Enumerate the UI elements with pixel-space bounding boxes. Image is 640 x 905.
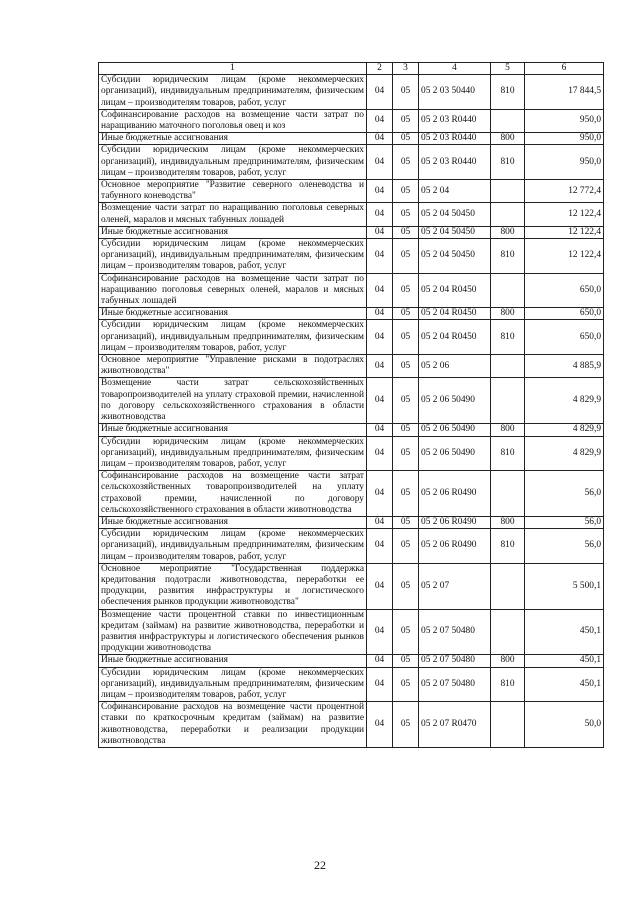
- row-expense-type: 810: [491, 145, 525, 180]
- row-description: Субсидии юридическим лицам (кроме некоммерческих организаций), индивидуальным предпринимателям, физическим лицам – производителям товаров, работ, услуг: [99, 145, 367, 180]
- row-subsection: 05: [393, 239, 419, 274]
- row-description: Софинансирование расходов на возмещение части затрат по наращиванию маточного поголовья овец и коз: [99, 109, 367, 132]
- row-description: Иные бюджетные ассигнования: [99, 226, 367, 238]
- table-row: [99, 133, 604, 145]
- row-expense-type: 800: [491, 133, 525, 145]
- row-description: Возмещение части процентной ставки по инвестиционным кредитам (займам) на развитие животноводства, переработки и развития инфраструктуры и логистического обеспечения рынков продукции животноводства: [99, 609, 367, 655]
- row-expense-type: 800: [491, 655, 525, 667]
- row-subsection: 05: [393, 655, 419, 667]
- row-expense-type: 810: [491, 529, 525, 564]
- row-description: Иные бюджетные ассигнования: [99, 424, 367, 436]
- table-row: [99, 145, 604, 180]
- row-amount: 56,0: [525, 529, 604, 564]
- row-description: Иные бюджетные ассигнования: [99, 655, 367, 667]
- row-expense-type: [491, 203, 525, 226]
- row-section: 04: [367, 273, 393, 308]
- table-row: [99, 75, 604, 110]
- row-description: Субсидии юридическим лицам (кроме некоммерческих организаций), индивидуальным предпринимателям, физическим лицам – производителям товаров, работ, услуг: [99, 239, 367, 274]
- page-number: 22: [314, 858, 326, 872]
- row-section: 04: [367, 424, 393, 436]
- row-amount: 4 829,9: [525, 378, 604, 424]
- row-target-article: 05 2 03 R0440: [419, 109, 491, 132]
- row-amount: 12 122,4: [525, 226, 604, 238]
- row-section: 04: [367, 320, 393, 355]
- row-expense-type: 800: [491, 226, 525, 238]
- row-amount: 56,0: [525, 516, 604, 528]
- table-row: [99, 609, 604, 655]
- header-col-6: 6: [525, 63, 604, 75]
- row-subsection: 05: [393, 133, 419, 145]
- row-target-article: 05 2 06 50490: [419, 378, 491, 424]
- row-subsection: 05: [393, 355, 419, 378]
- header-col-3: 3: [393, 63, 419, 75]
- row-target-article: 05 2 07 R0470: [419, 702, 491, 748]
- row-description: Софинансирование расходов на возмещение части затрат сельскохозяйственных товаропроизводителей на уплату страховой премии, начисленной по договору сельскохозяйственного страхования в области животноводства: [99, 471, 367, 517]
- row-description: Возмещение части затрат по наращиванию поголовья северных оленей, маралов и мясных табунных лошадей: [99, 203, 367, 226]
- table-row: [99, 436, 604, 471]
- row-target-article: 05 2 04 R0450: [419, 308, 491, 320]
- budget-table: [98, 62, 604, 748]
- row-subsection: 05: [393, 320, 419, 355]
- row-expense-type: 800: [491, 308, 525, 320]
- row-description: Основное мероприятие "Государственная поддержка кредитования подотрасли животноводства, переработки ее продукции, развития инфраструктуры и логистического обеспечения рынков продукции животноводства": [99, 563, 367, 609]
- row-description: Основное мероприятие "Развитие северного оленеводства и табунного коневодства": [99, 180, 367, 203]
- row-expense-type: [491, 378, 525, 424]
- row-subsection: 05: [393, 516, 419, 528]
- row-subsection: 05: [393, 424, 419, 436]
- row-target-article: 05 2 04 R0450: [419, 273, 491, 308]
- row-description: Субсидии юридическим лицам (кроме некоммерческих организаций), индивидуальным предпринимателям, физическим лицам – производителям товаров, работ, услуг: [99, 667, 367, 702]
- row-section: 04: [367, 516, 393, 528]
- row-target-article: 05 2 06 R0490: [419, 471, 491, 517]
- table-row: [99, 655, 604, 667]
- row-description: Иные бюджетные ассигнования: [99, 516, 367, 528]
- row-amount: 450,1: [525, 609, 604, 655]
- table-body: [99, 75, 604, 748]
- row-section: 04: [367, 529, 393, 564]
- row-expense-type: [491, 609, 525, 655]
- table-row: [99, 109, 604, 132]
- row-target-article: 05 2 06 R0490: [419, 529, 491, 564]
- row-section: 04: [367, 109, 393, 132]
- row-section: 04: [367, 667, 393, 702]
- row-target-article: 05 2 06 50490: [419, 424, 491, 436]
- table-row: [99, 320, 604, 355]
- row-target-article: 05 2 04 50450: [419, 203, 491, 226]
- table-row: [99, 702, 604, 748]
- row-amount: 4 885,9: [525, 355, 604, 378]
- row-subsection: 05: [393, 203, 419, 226]
- row-subsection: 05: [393, 273, 419, 308]
- row-expense-type: [491, 563, 525, 609]
- header-col-5: 5: [491, 63, 525, 75]
- row-expense-type: [491, 273, 525, 308]
- row-section: 04: [367, 355, 393, 378]
- row-description: Субсидии юридическим лицам (кроме некоммерческих организаций), индивидуальным предпринимателям, физическим лицам – производителям товаров, работ, услуг: [99, 320, 367, 355]
- row-expense-type: 810: [491, 75, 525, 110]
- row-description: Основное мероприятие "Управление рисками в подотраслях животноводства": [99, 355, 367, 378]
- row-amount: 12 772,4: [525, 180, 604, 203]
- table-row: [99, 471, 604, 517]
- row-target-article: 05 2 03 50440: [419, 75, 491, 110]
- row-subsection: 05: [393, 471, 419, 517]
- row-amount: 4 829,9: [525, 424, 604, 436]
- row-target-article: 05 2 06 R0490: [419, 516, 491, 528]
- row-subsection: 05: [393, 145, 419, 180]
- row-description: Иные бюджетные ассигнования: [99, 133, 367, 145]
- row-section: 04: [367, 471, 393, 517]
- row-amount: 650,0: [525, 308, 604, 320]
- row-expense-type: [491, 355, 525, 378]
- row-section: 04: [367, 655, 393, 667]
- row-section: 04: [367, 702, 393, 748]
- row-section: 04: [367, 609, 393, 655]
- row-target-article: 05 2 07: [419, 563, 491, 609]
- row-target-article: 05 2 04 50450: [419, 226, 491, 238]
- row-amount: 650,0: [525, 320, 604, 355]
- table-row: [99, 226, 604, 238]
- table-row: [99, 355, 604, 378]
- row-subsection: 05: [393, 308, 419, 320]
- row-subsection: 05: [393, 75, 419, 110]
- row-target-article: 05 2 07 50480: [419, 667, 491, 702]
- row-section: 04: [367, 133, 393, 145]
- row-expense-type: 810: [491, 320, 525, 355]
- row-description: Возмещение части затрат сельскохозяйственных товаропроизводителей на уплату страховой премии, начисленной по договору сельскохозяйственного страхования в области животноводства: [99, 378, 367, 424]
- table-row: [99, 424, 604, 436]
- row-expense-type: [491, 109, 525, 132]
- table-row: [99, 308, 604, 320]
- row-section: 04: [367, 378, 393, 424]
- row-section: 04: [367, 308, 393, 320]
- row-amount: 450,1: [525, 667, 604, 702]
- row-section: 04: [367, 203, 393, 226]
- row-description: Иные бюджетные ассигнования: [99, 308, 367, 320]
- row-amount: 12 122,4: [525, 203, 604, 226]
- row-description: Софинансирование расходов на возмещение части затрат по наращиванию поголовья северных оленей, маралов и мясных табунных лошадей: [99, 273, 367, 308]
- row-target-article: 05 2 03 R0440: [419, 145, 491, 180]
- row-target-article: 05 2 04 R0450: [419, 320, 491, 355]
- row-description: Субсидии юридическим лицам (кроме некоммерческих организаций), индивидуальным предпринимателям, физическим лицам – производителям товаров, работ, услуг: [99, 75, 367, 110]
- table-row: [99, 273, 604, 308]
- row-target-article: 05 2 06 50490: [419, 436, 491, 471]
- row-subsection: 05: [393, 609, 419, 655]
- row-subsection: 05: [393, 180, 419, 203]
- row-description: Софинансирование расходов на возмещение части процентной ставки по краткосрочным кредитам (займам) на развитие животноводства, переработки и реализации продукции животноводства: [99, 702, 367, 748]
- row-expense-type: 810: [491, 667, 525, 702]
- table-row: [99, 563, 604, 609]
- row-section: 04: [367, 239, 393, 274]
- table-row: [99, 667, 604, 702]
- row-section: 04: [367, 180, 393, 203]
- row-section: 04: [367, 75, 393, 110]
- row-target-article: 05 2 06: [419, 355, 491, 378]
- row-target-article: 05 2 04: [419, 180, 491, 203]
- row-amount: 450,1: [525, 655, 604, 667]
- row-subsection: 05: [393, 563, 419, 609]
- row-subsection: 05: [393, 226, 419, 238]
- row-target-article: 05 2 07 50480: [419, 655, 491, 667]
- row-amount: 650,0: [525, 273, 604, 308]
- table-row: [99, 516, 604, 528]
- table-row: [99, 180, 604, 203]
- table-row: [99, 239, 604, 274]
- row-target-article: 05 2 07 50480: [419, 609, 491, 655]
- row-amount: 950,0: [525, 145, 604, 180]
- row-expense-type: 800: [491, 424, 525, 436]
- row-amount: 4 829,9: [525, 436, 604, 471]
- table-row: [99, 203, 604, 226]
- row-expense-type: 810: [491, 239, 525, 274]
- header-col-2: 2: [367, 63, 393, 75]
- row-subsection: 05: [393, 109, 419, 132]
- row-subsection: 05: [393, 702, 419, 748]
- row-amount: 56,0: [525, 471, 604, 517]
- row-description: Субсидии юридическим лицам (кроме некоммерческих организаций), индивидуальным предпринимателям, физическим лицам – производителям товаров, работ, услуг: [99, 529, 367, 564]
- row-section: 04: [367, 145, 393, 180]
- row-amount: 950,0: [525, 133, 604, 145]
- table-header-row: [99, 63, 604, 75]
- row-target-article: 05 2 04 50450: [419, 239, 491, 274]
- row-amount: 17 844,5: [525, 75, 604, 110]
- row-amount: 12 122,4: [525, 239, 604, 274]
- row-expense-type: 810: [491, 436, 525, 471]
- row-expense-type: 800: [491, 516, 525, 528]
- table-row: [99, 378, 604, 424]
- header-col-4: 4: [419, 63, 491, 75]
- row-expense-type: [491, 180, 525, 203]
- row-subsection: 05: [393, 667, 419, 702]
- row-subsection: 05: [393, 378, 419, 424]
- header-col-1: 1: [99, 63, 367, 75]
- row-section: 04: [367, 436, 393, 471]
- row-subsection: 05: [393, 529, 419, 564]
- row-section: 04: [367, 226, 393, 238]
- row-expense-type: [491, 471, 525, 517]
- row-expense-type: [491, 702, 525, 748]
- row-amount: 950,0: [525, 109, 604, 132]
- row-amount: 5 500,1: [525, 563, 604, 609]
- row-amount: 50,0: [525, 702, 604, 748]
- row-subsection: 05: [393, 436, 419, 471]
- row-target-article: 05 2 03 R0440: [419, 133, 491, 145]
- table-row: [99, 529, 604, 564]
- row-section: 04: [367, 563, 393, 609]
- row-description: Субсидии юридическим лицам (кроме некоммерческих организаций), индивидуальным предпринимателям, физическим лицам – производителям товаров, работ, услуг: [99, 436, 367, 471]
